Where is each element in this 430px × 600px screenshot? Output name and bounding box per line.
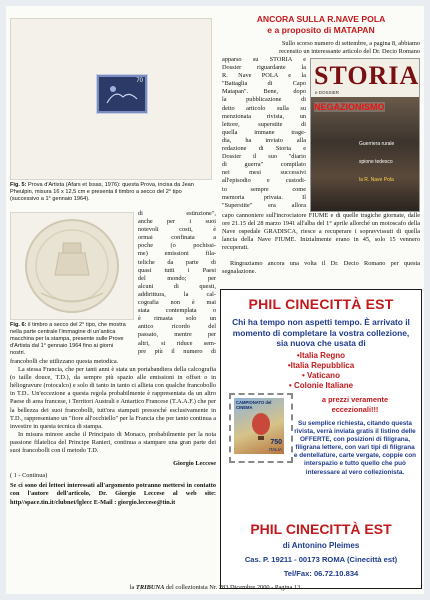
figure-5-caption (10, 182, 210, 203)
article-narrow-line-6: teliche da parte di (138, 258, 216, 266)
figure-6-caption-text: il timbro a secco del 2° tipo, che mostra nella parte centrale l'immagine di un'antica macchina per la stampa, presente sulle Prove d'Artista dal 1° gennaio 1964 fino ai giorni nostri. (10, 322, 126, 356)
article-narrow-line-3: ormai confinata a (138, 234, 216, 242)
figure-5-caption-text: Prova d'Artista (Afars et Issas, 1976): questa Prova, incisa da Jean Pheulpin, misura 16 x 12,5 cm e presenta il timbro a secco del 2° tipo (successivo a 1° gennaio 1964). (10, 182, 194, 202)
nave-pola-intro-line-0: Sullo scorso numero di settembre, a pagina 8, abbiamo (281, 40, 420, 47)
article-narrow-line-13: è rimasta solo un (138, 315, 216, 323)
nave-pola-thanks: Ringraziamo ancora una volta il Dr. Decio Romano per questa segnalazione. (222, 260, 420, 276)
ad-phone: Tel/Fax: 06.72.10.834 (283, 569, 359, 578)
storia-cover-tag-1: Guerriera rurale (359, 141, 395, 147)
nave-pola-title-line1: ANCORA SULLA R.NAVE POLA (256, 14, 386, 24)
ad-address: Cas. P. 19211 - 00173 ROMA (Cinecittà est) (244, 555, 398, 564)
nave-pola-column-line-13: di guerra" compilato (222, 161, 306, 169)
nave-pola-column-line-1: Dossier riguardante la (222, 64, 306, 72)
footer-issue: del collezionista Nr. 283 Dicembre 2000 - Pagina 13 (165, 584, 301, 591)
nave-pola-column-line-6: detto articolo sulla su (222, 104, 306, 112)
article-narrow-line-16: altri, si riduce sem- (138, 339, 216, 347)
article-narrow-line-5: me) emissioni fila- (138, 250, 216, 258)
figure-5-stamp-proof (97, 75, 147, 113)
article-narrow-line-14: antico ricordo del (138, 323, 216, 331)
nave-pola-column-line-17: memoria privata. Il (222, 193, 306, 201)
article-para-1: La stessa Francia, che per tanti anni è stata un portabandiera della calcografia (o taille douce, T.D.), da sempre più spazio alle emissioni in offset o in héliogravure (rotocalco) e solo di tanto in tanto ci allieta con qualche francobollo in T.D.. Un'eccezione a questa regola probabilmente è rappresentata da un altro Paese di area francese, i Territori Australi e Antartico Francese (T.A.A.F.) che per la bellezza dei suoi francobolli, tutt'ora stampati pressoché esclusivamente in T.D., rappresentano un "fiore all'occhiello" per la Francia che per tanto continua a investire in questa tecnica di stampa. (10, 366, 216, 430)
article-narrow-line-1: anche per i suoi (138, 218, 216, 226)
article-narrow-line-17: pre più il numero di (138, 347, 216, 355)
nave-pola-column-line-9: quella immane trage- (222, 128, 306, 136)
nave-pola-column-line-12: Dossier il suo "diario (222, 153, 306, 161)
storia-magazine-cover (310, 58, 420, 212)
nave-pola-column-line-10: dia, ha inviato alla (222, 136, 306, 144)
article-para-0: francobolli che utilizzano questa metodica. (10, 358, 119, 365)
figure-6-frame (10, 212, 134, 320)
ad-title: PHIL CINECITTÀ EST (248, 296, 394, 312)
ad-stamp-country: ITALIA (268, 447, 282, 452)
ad-footer-title: PHIL CINECITTÀ EST (250, 521, 392, 537)
nave-pola-intro (222, 40, 420, 56)
ad-bullets (221, 351, 421, 391)
storia-magazine-headline: NEGAZIONISMO (314, 102, 385, 112)
nave-pola-column-line-18: "Superstite" era allora (222, 201, 306, 209)
ad-stamp-image (229, 393, 293, 463)
storia-cover-tag-2: spione tedesco (359, 159, 393, 165)
ad-bullet-regno: •Italia Regno (296, 351, 346, 360)
figure-6-dry-stamp (11, 213, 133, 319)
nave-pola-column-line-14: nei mesi successivi (222, 169, 306, 177)
nave-pola-column-line-0: apparso su STORIA e (222, 56, 306, 63)
ad-bullet-colonie: • Colonie Italiane (288, 381, 354, 390)
article-narrow-line-8: del mondo; per (138, 274, 216, 282)
article-para-2: In misura minore anche il Principato di Monaco, probabilmente per la nota passione filatelica del Principe Ranieri, continua a stampare una gran parte dei suoi francobolli con il metodo T.D. (10, 430, 216, 455)
storia-cover-tag-3: la R. Nave Pola (359, 177, 394, 183)
nave-pola-full-paragraph: capo cannoniere sull'incrociatore FIUME e di quelle tragiche giornate, dalle ore 21.15 del 28 marzo 1941 all'alba del 1° aprile allorché un motoscafo della Nave ospedale GRADISCA, riesce a recuperare i sopravvissuti di quella lancia della Nave FIUME. Inizialmente erano in 45, solo 15 vennero recuperati. (222, 212, 420, 252)
page-footer (6, 584, 424, 591)
figure-6-caption (10, 322, 128, 357)
ad-owner: di Antonino Pleimes (282, 541, 360, 550)
storia-magazine-sub: e DOSSIER (315, 90, 340, 95)
ad-stamp-caption: CAMPIONATO del CINEMA (236, 400, 272, 410)
article-narrow-line-4: poche (o pochissi- (138, 242, 216, 250)
article-narrow-line-15: passato, mentre per (138, 331, 216, 339)
article-narrow-line-10: addirittura, la cal- (138, 290, 216, 298)
ad-intro: Chi ha tempo non aspetti tempo. È arrivato il momento di completare la vostra collezione, sia nuova che usata di (232, 317, 410, 349)
figure-5-caption-lead: Fig. 5: (10, 182, 27, 188)
ad-price-line2: eccezionali!!! (331, 405, 379, 414)
article-narrow-line-9: alcuni di questi, (138, 282, 216, 290)
figure-5-frame (10, 18, 212, 180)
article-body (10, 358, 216, 507)
article-continues: ( 1 - Continua) (10, 472, 48, 480)
article-narrow-column (138, 210, 216, 356)
figure-5-stamp-value: 70 (136, 78, 143, 84)
storia-magazine-title: STORIA (314, 61, 420, 90)
magazine-page (6, 6, 424, 594)
phil-cinecitta-ad (220, 289, 422, 589)
nave-pola-column-line-16: to sempre come (222, 185, 306, 193)
nave-pola-title (220, 14, 422, 35)
article-author: Giorgio Leccese (173, 460, 216, 468)
nave-pola-column-line-5: la pubblicazione di (222, 96, 306, 104)
footer-prefix: la (129, 584, 135, 591)
ad-body: Su semplice richiesta, citando questa rivista, verrà inviata gratis il listino delle OFFERTE, con posizioni di filigrana, filigrana lettere, con vari tipi di filigrana e dentellature, carte vergate, coppie con interspazio e tutto quello che può interessare al vero collezionista. (293, 420, 417, 476)
nave-pola-column-line-8: lettore, superstite di (222, 120, 306, 128)
nave-pola-column-line-11: redazione di Storia e (222, 145, 306, 153)
article-narrow-line-2: notevoli costi, è (138, 226, 216, 234)
nave-pola-column-line-15: all'episodio e custodi- (222, 177, 306, 185)
ad-price-line1: a prezzi veramente (321, 395, 389, 404)
nave-pola-column-line-4: Matapan". Bene, dopo (222, 88, 306, 96)
article-contact-note: Se ci sono dei lettori interessati all'argomento potranno mettersi in contatto con l'autore dell'articolo, Dr. Giorgio Leccese al web site: http//space.tin.it/clubnet/lglecc E-Mail : giorgio.leccese@tin.it (10, 482, 216, 506)
article-narrow-line-7: quasi tutti i Paesi (138, 266, 216, 274)
article-narrow-line-0: di estinzione", (138, 210, 216, 217)
ad-bullet-repubblica: •Italia Repubblica (287, 361, 355, 370)
ad-stamp-value: 750 (270, 439, 282, 446)
nave-pola-column-line-7: menzionata rivista, un (222, 112, 306, 120)
nave-pola-column-line-2: R. Nave POLA e la (222, 72, 306, 80)
figure-6-caption-lead: Fig. 6: (10, 322, 27, 328)
ad-bullet-vaticano: • Vaticano (302, 371, 340, 380)
article-narrow-line-11: cografia non è mai (138, 299, 216, 307)
nave-pola-title-line2: e a proposito di MATAPAN (267, 25, 375, 35)
article-narrow-line-12: stata contemplata o (138, 307, 216, 315)
nave-pola-intro-line-1: recensito un interessante articolo del Dr. Decio Romano (279, 48, 420, 56)
nave-pola-column (222, 56, 306, 210)
footer-brand: TRIBUNA (135, 584, 165, 591)
storia-cover-photo (311, 97, 419, 211)
nave-pola-column-line-3: "Battaglia di Capo (222, 80, 306, 88)
